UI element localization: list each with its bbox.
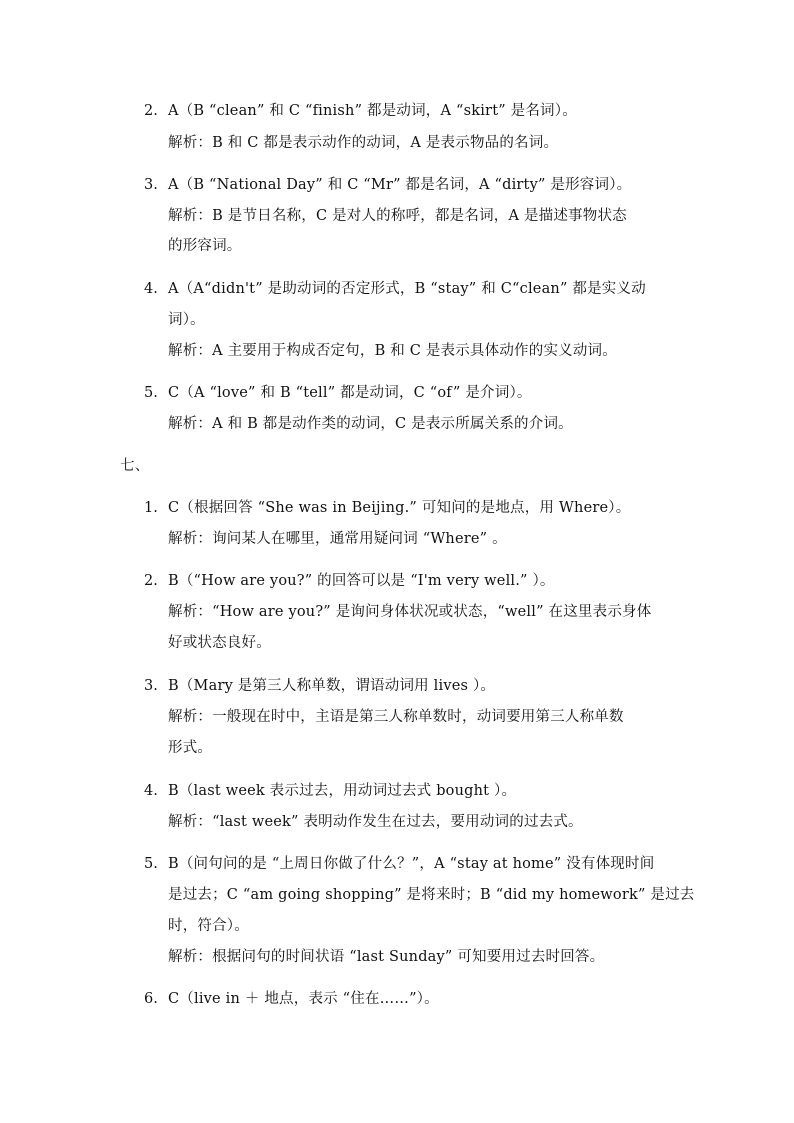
item-answer: C（live in ＋ 地点，表示 “住在……”）。 <box>168 991 439 1007</box>
item-analysis: 解析：“How are you?” 是询问身体状况或状态，“well” 在这里表示身体 <box>168 604 652 620</box>
item-analysis: 解析：根据问句的时间状语 “last Sunday” 可知要用过去时回答。 <box>168 949 605 965</box>
item-analysis: 解析：询问某人在哪里，通常用疑问词 “Where” 。 <box>168 531 507 547</box>
item-answer: A（B “clean” 和 C “finish” 都是动词，A “skirt” 是名词）。 <box>168 103 577 119</box>
item-analysis: 解析：A 主要用于构成否定句，B 和 C 是表示具体动作的实义动词。 <box>168 343 617 359</box>
item-answer: C（根据回答 “She was in Beijing.” 可知问的是地点，用 Where）。 <box>168 500 631 516</box>
item-number: 2. <box>144 103 158 119</box>
section-heading: 七、 <box>120 458 150 474</box>
item-analysis: 解析：B 和 C 都是表示动作的动词，A 是表示物品的名词。 <box>168 135 559 151</box>
item-analysis-cont: 好或状态良好。 <box>168 635 271 651</box>
item-answer: B（last week 表示过去，用动词过去式 bought ）。 <box>168 783 517 799</box>
item-number: 3. <box>144 177 158 193</box>
item-analysis: 解析：“last week” 表明动作发生在过去，要用动词的过去式。 <box>168 814 583 830</box>
item-answer-cont: 词）。 <box>168 312 205 328</box>
item-answer-cont: 是过去；C “am going shopping” 是将来时；B “did my homework” 是过去 <box>168 887 695 903</box>
item-answer: A（A“didn't” 是助动词的否定形式，B “stay” 和 C“clean” 都是实义动 <box>168 281 646 297</box>
item-analysis: 解析：一般现在时中，主语是第三人称单数时，动词要用第三人称单数 <box>168 709 624 725</box>
item-answer: B（“How are you?” 的回答可以是 “I'm very well.” ）。 <box>168 573 555 589</box>
item-answer-cont: 时，符合）。 <box>168 918 249 934</box>
item-number: 2. <box>144 573 158 589</box>
item-number: 4. <box>144 783 158 799</box>
item-number: 6. <box>144 991 158 1007</box>
item-number: 3. <box>144 678 158 694</box>
item-number: 5. <box>144 385 158 401</box>
item-analysis: 解析：B 是节日名称，C 是对人的称呼，都是名词，A 是描述事物状态 <box>168 208 627 224</box>
item-answer: B（问句问的是 “上周日你做了什么？”，A “stay at home” 没有体现时间 <box>168 856 655 872</box>
item-number: 4. <box>144 281 158 297</box>
item-analysis-cont: 形式。 <box>168 740 213 756</box>
item-answer: C（A “love” 和 B “tell” 都是动词，C “of” 是介词）。 <box>168 385 532 401</box>
item-answer: B（Mary 是第三人称单数，谓语动词用 lives ）。 <box>168 678 496 694</box>
item-number: 1. <box>144 500 158 516</box>
item-analysis-cont: 的形容词。 <box>168 238 242 254</box>
item-analysis: 解析：A 和 B 都是动作类的动词，C 是表示所属关系的介词。 <box>168 416 573 432</box>
item-number: 5. <box>144 856 158 872</box>
item-answer: A（B “National Day” 和 C “Mr” 都是名词，A “dirty” 是形容词）。 <box>168 177 632 193</box>
